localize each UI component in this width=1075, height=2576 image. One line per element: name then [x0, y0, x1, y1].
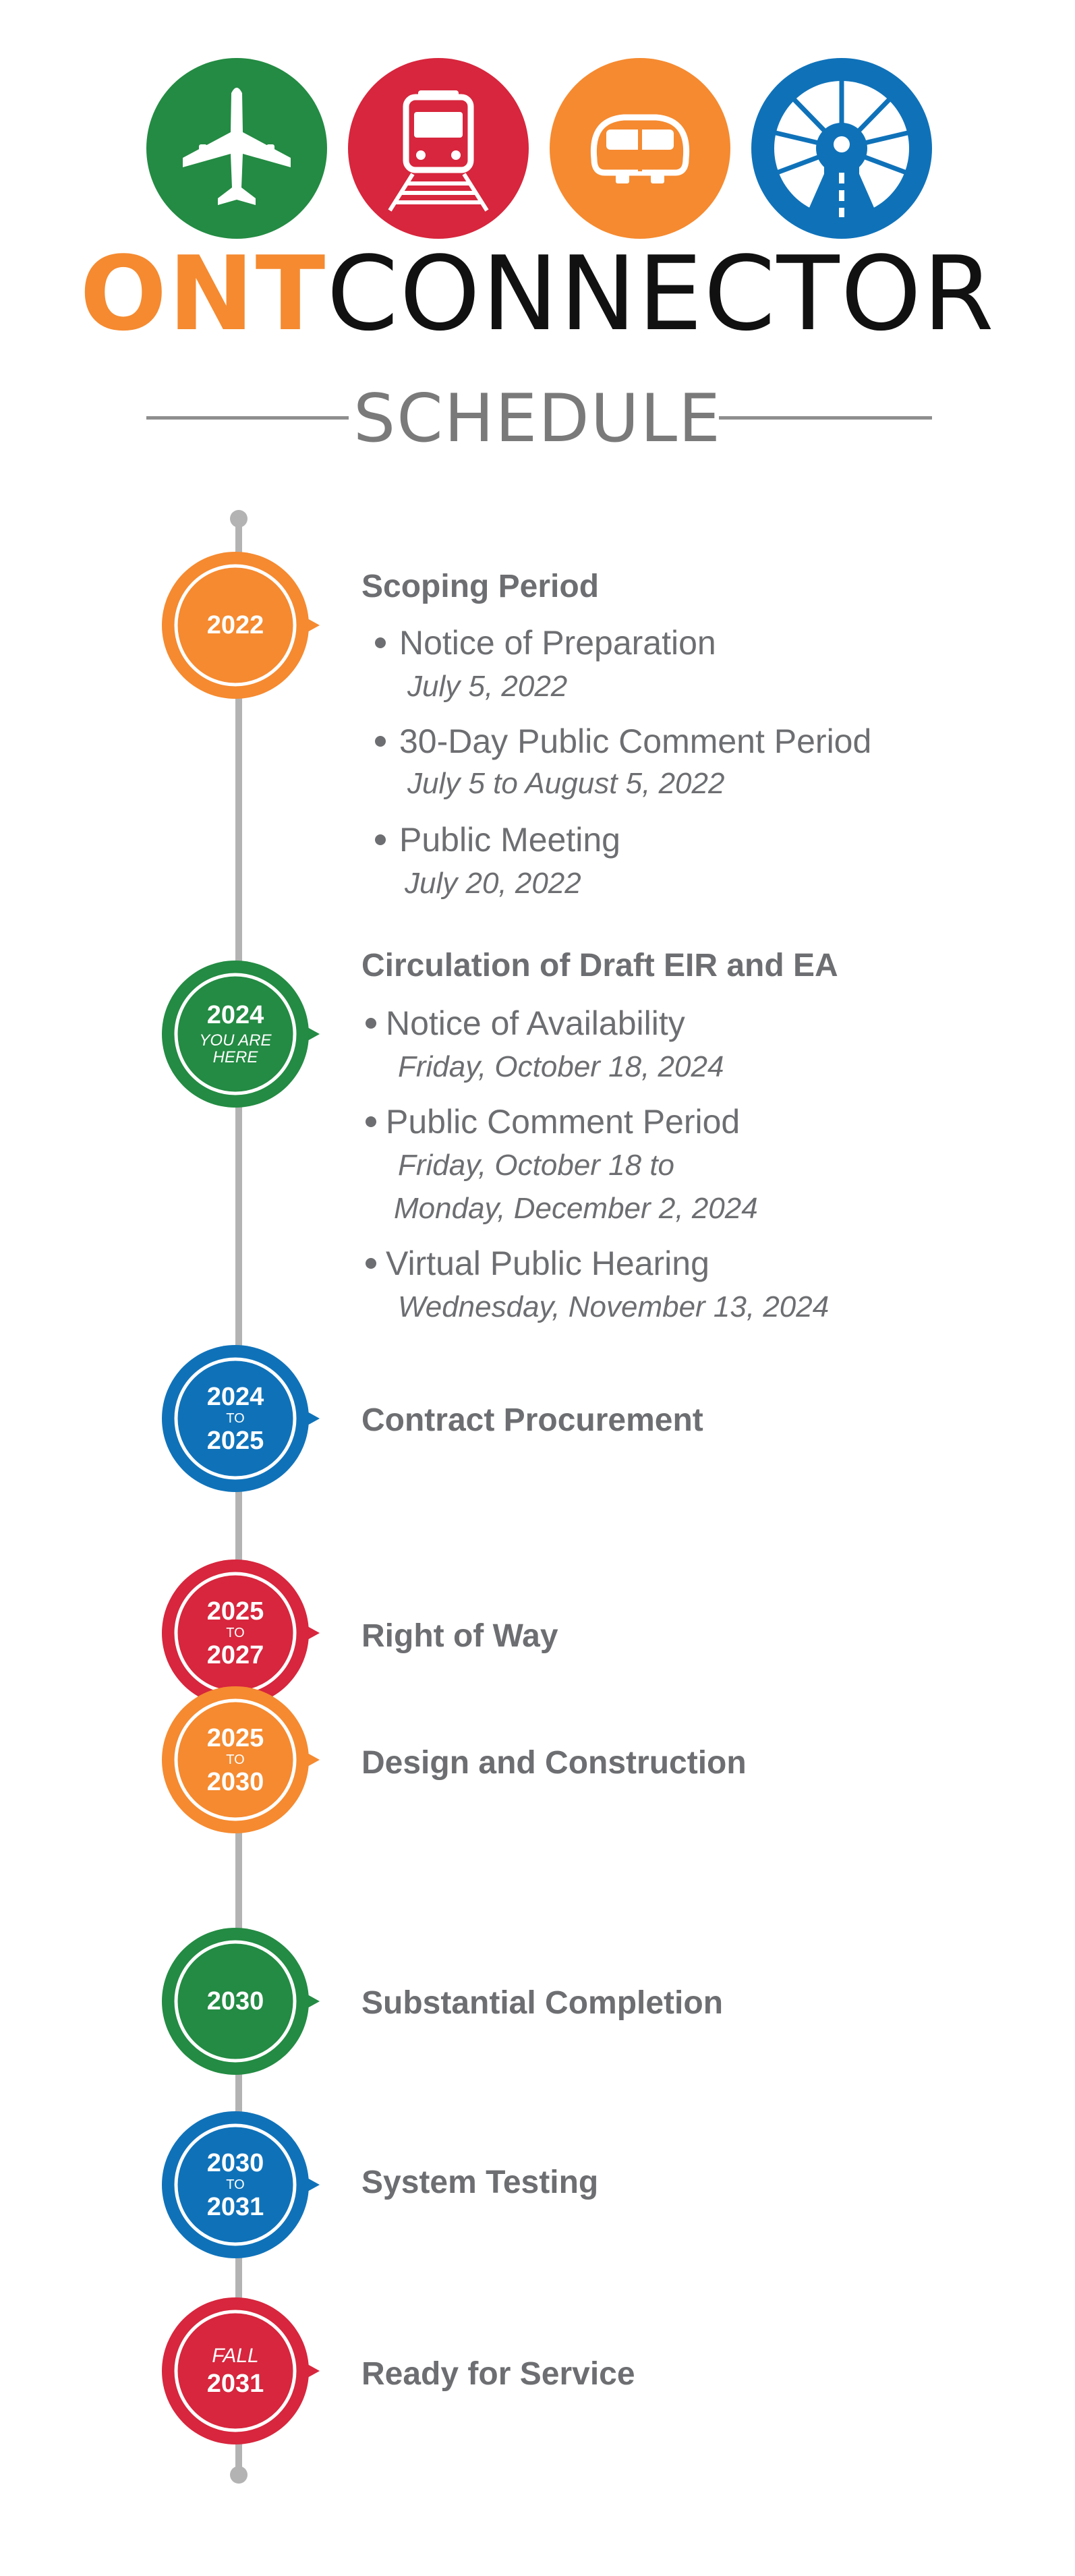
- milestone-heading: Design and Construction: [361, 1745, 747, 1781]
- item-label: Notice of Availability: [386, 1004, 685, 1042]
- milestone-heading: Contract Procurement: [361, 1402, 703, 1438]
- timeline-start-dot: [230, 510, 248, 527]
- milestone-2025-2030: [162, 1686, 322, 1847]
- item-label: Public Comment Period: [386, 1103, 740, 1141]
- milestone-to: TO: [226, 1752, 245, 1767]
- tunnel-icon: [751, 58, 932, 239]
- list-item: [375, 823, 620, 857]
- brand-text: CONNECTOR: [326, 234, 995, 353]
- milestone-year-start: 2030: [206, 2148, 264, 2177]
- milestone-year-start: 2024: [206, 1382, 264, 1411]
- item-label: Virtual Public Hearing: [386, 1244, 709, 1282]
- brand-accent-text: ONT: [80, 234, 327, 353]
- bullet-icon: [366, 1258, 376, 1269]
- milestone-heading: Right of Way: [361, 1618, 558, 1654]
- milestone-season: FALL: [212, 2345, 259, 2368]
- bullet-icon: [375, 834, 386, 845]
- milestone-to: TO: [226, 1625, 245, 1640]
- milestone-year-end: 2030: [206, 1767, 264, 1796]
- milestone-year: 2030: [206, 1987, 264, 2015]
- bullet-icon: [366, 1116, 376, 1127]
- bullet-icon: [375, 736, 386, 747]
- you-are-here-label: HERE: [212, 1048, 258, 1066]
- list-item: [366, 1006, 685, 1040]
- milestone-2024-current: [162, 961, 322, 1121]
- milestone-year-end: 2027: [206, 1640, 264, 1669]
- milestone-2030: [162, 1928, 322, 2088]
- schedule-title: SCHEDULE: [353, 380, 722, 457]
- milestone-fall-2031: [162, 2297, 322, 2458]
- milestone-2022: [162, 552, 322, 712]
- milestone-year: 2022: [206, 611, 264, 639]
- milestone-2024-2025: [162, 1345, 322, 1506]
- list-item: [366, 1105, 740, 1139]
- item-label: Public Meeting: [399, 821, 620, 859]
- milestone-heading: Ready for Service: [361, 2356, 635, 2392]
- milestone-to: TO: [226, 2177, 245, 2192]
- bullet-icon: [366, 1018, 376, 1029]
- item-date: July 20, 2022: [405, 867, 581, 900]
- list-item: [366, 1244, 709, 1282]
- milestone-year-start: 2025: [206, 1597, 264, 1626]
- milestone-year-start: 2025: [206, 1723, 264, 1752]
- milestone-2030-2031: [162, 2111, 322, 2272]
- airplane-icon: [146, 58, 327, 239]
- milestone-year-end: 2031: [206, 2192, 264, 2221]
- timeline-end-dot: [230, 2466, 248, 2484]
- people-mover-icon: [550, 58, 730, 239]
- item-date: Monday, December 2, 2024: [394, 1192, 758, 1225]
- item-date: July 5, 2022: [407, 670, 568, 703]
- milestone-heading: Scoping Period: [361, 569, 600, 604]
- list-item: [375, 724, 871, 758]
- milestone-year-end: 2025: [206, 1426, 264, 1455]
- item-date: July 5 to August 5, 2022: [407, 767, 725, 800]
- milestone-heading: Substantial Completion: [361, 1985, 724, 2021]
- item-date: Friday, October 18 to: [398, 1149, 675, 1182]
- train-icon: [348, 58, 529, 239]
- item-label: 30-Day Public Comment Period: [399, 722, 872, 760]
- you-are-here-label: YOU ARE: [199, 1031, 272, 1050]
- item-date: Wednesday, November 13, 2024: [398, 1290, 830, 1323]
- milestone-heading: Circulation of Draft EIR and EA: [361, 948, 838, 983]
- item-date: Friday, October 18, 2024: [398, 1050, 724, 1083]
- item-label: Notice of Preparation: [399, 624, 716, 662]
- list-item: [375, 626, 716, 660]
- milestone-heading: System Testing: [361, 2165, 599, 2200]
- milestone-year: 2024: [206, 1000, 264, 1029]
- milestone-year: 2031: [206, 2369, 264, 2398]
- brand-wordmark: [0, 234, 1075, 353]
- milestone-to: TO: [226, 1410, 245, 1426]
- bullet-icon: [375, 637, 386, 648]
